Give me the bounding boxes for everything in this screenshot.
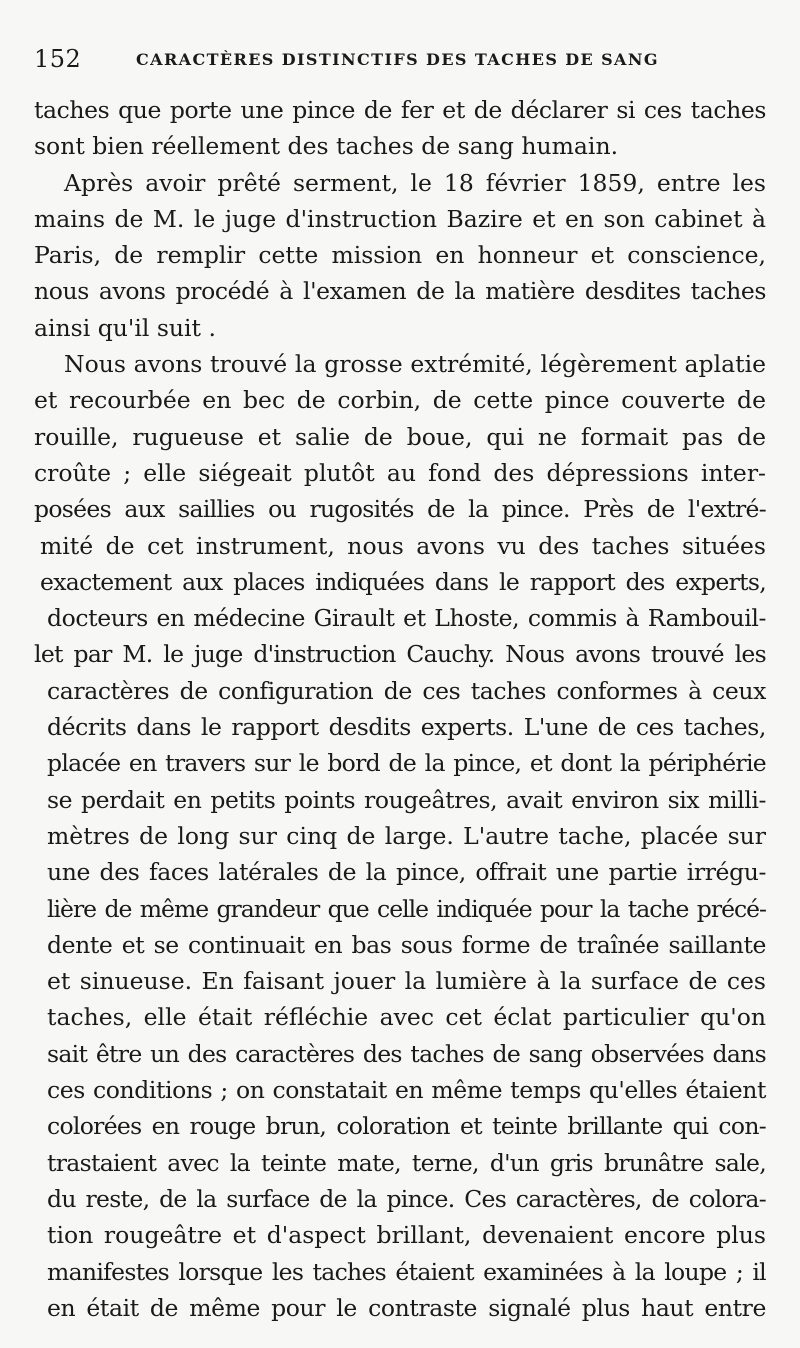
text-line: en était de même pour le contraste signalé plus haut entre bbox=[47, 1293, 766, 1322]
text-line: une des faces latérales de la pince, offrait une partie irrégu- bbox=[47, 858, 766, 887]
text-line: se perdait en petits points rougeâtres, avait environ six milli- bbox=[47, 785, 766, 814]
text-line: sait être un des caractères des taches de sang observées dans bbox=[47, 1039, 766, 1068]
text-line: colorées en rouge brun, coloration et teinte brillante qui con- bbox=[47, 1112, 766, 1141]
running-title: CARACTÈRES DISTINCTIFS DES TACHES DE SANG bbox=[136, 50, 659, 69]
text-line: ces conditions ; on constatait en même temps qu'elles étaient bbox=[47, 1076, 766, 1105]
text-line: caractères de configuration de ces taches conformes à ceux bbox=[47, 676, 766, 705]
text-line: nous avons procédé à l'examen de la matière desdites taches bbox=[34, 277, 766, 306]
text-line: du reste, de la surface de la pince. Ces caractères, de colora- bbox=[47, 1184, 766, 1213]
text-line: let par M. le juge d'instruction Cauchy. Nous avons trouvé les bbox=[34, 640, 766, 669]
text-line: sont bien réellement des taches de sang humain. bbox=[34, 132, 619, 161]
paragraph-start-line: Après avoir prêté serment, le 18 février 1859, entre les bbox=[64, 168, 766, 197]
text-line: ainsi qu'il suit . bbox=[34, 313, 216, 342]
text-line: rouille, rugueuse et salie de boue, qui ne formait pas de bbox=[34, 422, 766, 451]
text-line: dente et se continuait en bas sous forme de traînée saillante bbox=[47, 930, 766, 959]
text-line: exactement aux places indiquées dans le rapport des experts, bbox=[40, 567, 766, 596]
text-line: taches que porte une pince de fer et de déclarer si ces taches bbox=[34, 96, 766, 124]
text-line: placée en travers sur le bord de la pince, et dont la périphérie bbox=[47, 749, 766, 778]
text-line: lière de même grandeur que celle indiquée pour la tache précé- bbox=[47, 894, 766, 923]
body-text bbox=[34, 92, 766, 1326]
running-head bbox=[34, 44, 764, 74]
text-line: mité de cet instrument, nous avons vu des taches situées bbox=[40, 531, 766, 560]
text-line: et recourbée en bec de corbin, de cette pince couverte de bbox=[34, 386, 766, 415]
text-line: manifestes lorsque les taches étaient examinées à la loupe ; il bbox=[47, 1257, 766, 1286]
text-line: posées aux saillies ou rugosités de la pince. Près de l'extré- bbox=[34, 495, 766, 524]
text-line: et sinueuse. En faisant jouer la lumière à la surface de ces bbox=[47, 967, 766, 996]
text-line: tion rougeâtre et d'aspect brillant, devenaient encore plus bbox=[47, 1221, 766, 1250]
text-line: décrits dans le rapport desdits experts. L'une de ces taches, bbox=[47, 713, 766, 742]
page-number: 152 bbox=[34, 45, 82, 73]
text-line: mètres de long sur cinq de large. L'autre tache, placée sur bbox=[47, 821, 766, 850]
text-line: Paris, de remplir cette mission en honneur et conscience, bbox=[34, 241, 766, 270]
text-line: taches, elle était réfléchie avec cet éclat particulier qu'on bbox=[47, 1003, 766, 1032]
text-line: croûte ; elle siégeait plutôt au fond des dépressions inter- bbox=[34, 458, 766, 487]
text-line: trastaient avec la teinte mate, terne, d'un gris brunâtre sale, bbox=[47, 1148, 766, 1177]
text-line: docteurs en médecine Girault et Lhoste, commis à Rambouil- bbox=[47, 604, 766, 633]
text-line: mains de M. le juge d'instruction Bazire et en son cabinet à bbox=[34, 204, 766, 233]
paragraph-start-line: Nous avons trouvé la grosse extrémité, légèrement aplatie bbox=[64, 350, 766, 379]
